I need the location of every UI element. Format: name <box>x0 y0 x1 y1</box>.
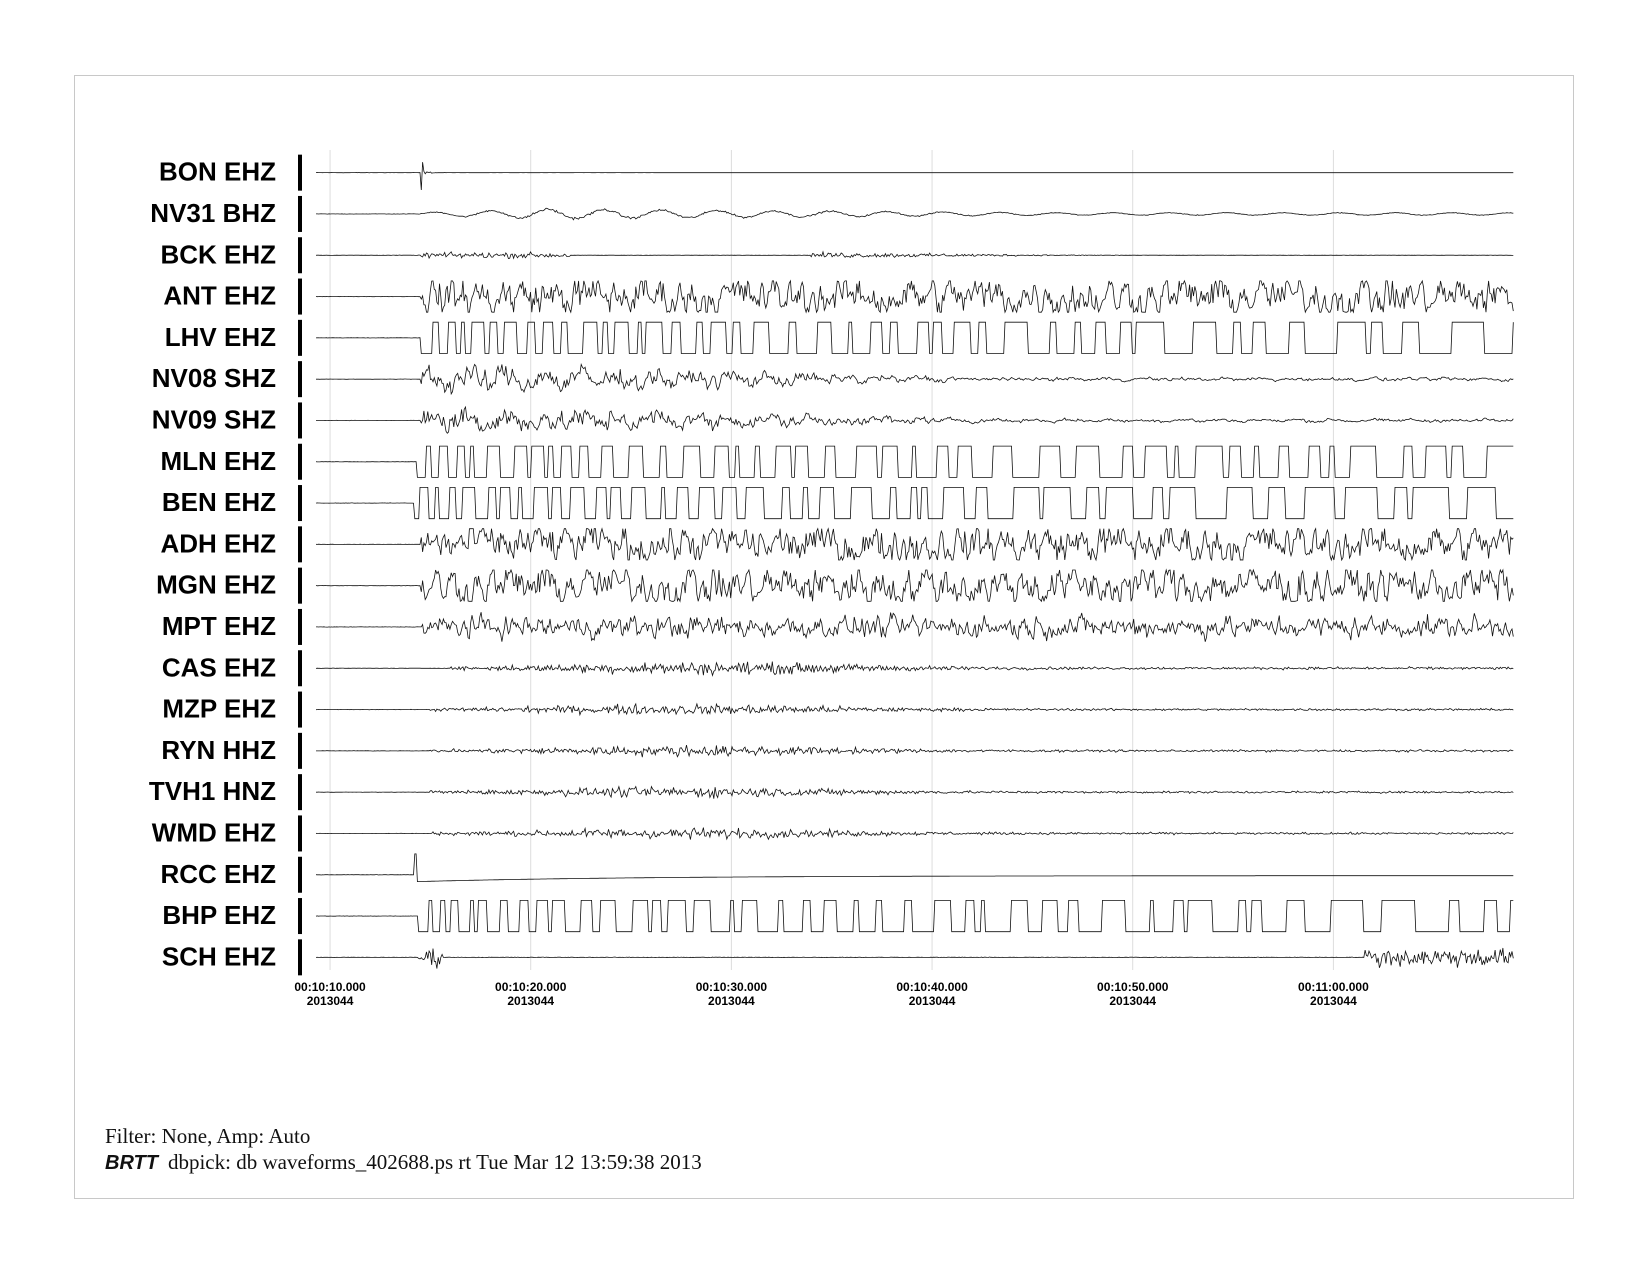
x-tick-date: 2013044 <box>306 994 354 1008</box>
channel-label: NV08 SHZ <box>151 363 276 394</box>
channel-label: ADH EHZ <box>160 528 276 559</box>
amplitude-scale-bar <box>298 692 302 728</box>
command-caption <box>105 1150 702 1175</box>
channel-label: RYN HHZ <box>161 734 276 765</box>
amplitude-scale-bar <box>298 526 302 562</box>
channel-label: CAS EHZ <box>161 652 276 683</box>
channel-label: ANT EHZ <box>163 280 276 311</box>
x-tick-date: 2013044 <box>1310 994 1357 1008</box>
channel-label: NV09 SHZ <box>151 404 276 435</box>
x-tick-date: 2013044 <box>1109 994 1157 1008</box>
amplitude-scale-bar <box>298 857 302 893</box>
channel-label: BON EHZ <box>159 156 276 187</box>
amplitude-scale-bar <box>298 320 302 356</box>
channel-label: SCH EHZ <box>161 941 276 972</box>
amplitude-scale-bar <box>298 568 302 604</box>
filter-caption: Filter: None, Amp: Auto <box>105 1124 311 1148</box>
amplitude-scale-bar <box>298 485 302 521</box>
channel-label: RCC EHZ <box>160 858 276 889</box>
brand-label: BRTT <box>105 1152 158 1174</box>
x-tick-date: 2013044 <box>708 994 755 1008</box>
channel-label: BEN EHZ <box>161 487 276 518</box>
channel-label: BHP EHZ <box>162 900 276 931</box>
channel-label: NV31 BHZ <box>150 197 276 228</box>
amplitude-scale-bar <box>298 733 302 769</box>
x-tick-date: 2013044 <box>507 994 555 1008</box>
channel-label: WMD EHZ <box>151 817 276 848</box>
channel-label: MPT EHZ <box>161 610 276 641</box>
x-tick-time: 00:10:30.000 <box>695 980 768 994</box>
amplitude-scale-bar <box>298 774 302 810</box>
amplitude-scale-bar <box>298 361 302 397</box>
channel-label: MLN EHZ <box>160 445 276 476</box>
amplitude-scale-bar <box>298 939 302 975</box>
channel-label: LHV EHZ <box>164 321 276 352</box>
amplitude-scale-bar <box>298 196 302 232</box>
x-tick-time: 00:10:10.000 <box>294 980 366 994</box>
x-tick-time: 00:11:00.000 <box>1298 980 1369 994</box>
x-tick-time: 00:10:40.000 <box>896 980 968 994</box>
amplitude-scale-bar <box>298 155 302 191</box>
x-tick-date: 2013044 <box>908 994 956 1008</box>
amplitude-scale-bar <box>298 237 302 273</box>
command-text: dbpick: db waveforms_402688.ps rt Tue Mar 12 13:59:38 2013 <box>167 1150 702 1174</box>
channel-label: TVH1 HNZ <box>148 776 276 807</box>
amplitude-scale-bar <box>298 444 302 480</box>
amplitude-scale-bar <box>298 815 302 851</box>
channel-label: MZP EHZ <box>162 693 276 724</box>
channel-label: MGN EHZ <box>156 569 276 600</box>
amplitude-scale-bar <box>298 609 302 645</box>
amplitude-scale-bar <box>298 402 302 438</box>
amplitude-scale-bar <box>298 650 302 686</box>
x-tick-time: 00:10:50.000 <box>1097 980 1169 994</box>
channel-label: BCK EHZ <box>160 239 276 270</box>
amplitude-scale-bar <box>298 279 302 315</box>
x-tick-time: 00:10:20.000 <box>495 980 567 994</box>
amplitude-scale-bar <box>298 898 302 934</box>
